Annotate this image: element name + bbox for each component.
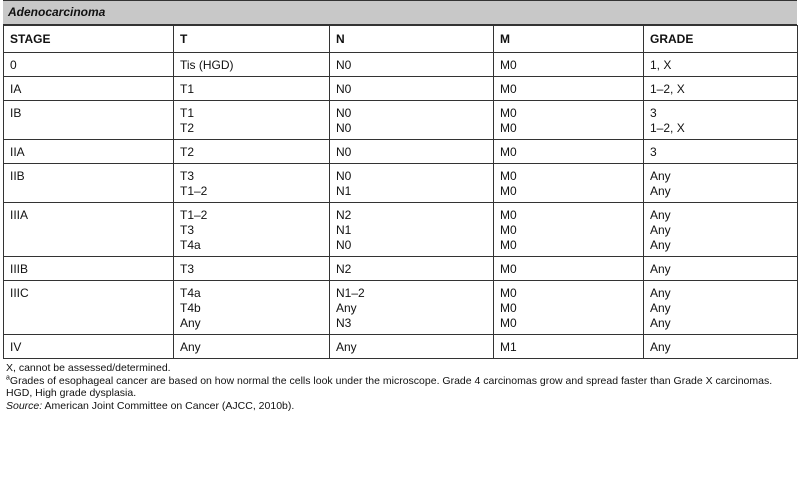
stage-cell: 0 (4, 53, 174, 77)
staging-table (3, 25, 798, 359)
table-row (4, 140, 798, 164)
note-source (6, 400, 797, 413)
table-row (4, 101, 798, 140)
header-n: N (330, 26, 494, 53)
t-cell (174, 203, 330, 257)
n-value: N0 (336, 106, 352, 120)
grade-value: 1, X (650, 58, 672, 72)
grade-value: Any (650, 316, 671, 330)
grade-cell (644, 101, 798, 140)
grade-cell (644, 281, 798, 335)
m-cell (494, 53, 644, 77)
m-value: M0 (500, 238, 517, 252)
m-value: M0 (500, 121, 517, 135)
m-cell (494, 281, 644, 335)
stage-cell: IIIC (4, 281, 174, 335)
stage-cell: IIA (4, 140, 174, 164)
grade-value: Any (650, 238, 671, 252)
grade-value: Any (650, 301, 671, 315)
n-value: N0 (336, 82, 352, 96)
grade-cell (644, 140, 798, 164)
n-cell (330, 53, 494, 77)
n-cell (330, 140, 494, 164)
m-cell (494, 203, 644, 257)
note-grade-text: Grades of esophageal cancer are based on how normal the cells look under the microscope. Grade 4 carcinomas grow and spread faster than Grade X carcinomas. (9, 374, 773, 387)
table-row (4, 53, 798, 77)
t-value: T3 (180, 262, 195, 276)
m-cell (494, 164, 644, 203)
t-cell (174, 77, 330, 101)
n-value: Any (336, 340, 357, 354)
t-value: T1 (180, 106, 195, 120)
table-row (4, 335, 798, 359)
t-value: T3 (180, 169, 195, 183)
t-cell (174, 164, 330, 203)
t-value: T4b (180, 301, 201, 315)
t-value: Tis (HGD) (180, 58, 234, 72)
m-value: M0 (500, 223, 517, 237)
grade-cell (644, 257, 798, 281)
m-value: M0 (500, 82, 517, 96)
t-value: Any (180, 316, 201, 330)
t-cell (174, 101, 330, 140)
stage-cell: IV (4, 335, 174, 359)
n-value: N2 (336, 262, 352, 276)
table-row (4, 164, 798, 203)
header-grade: GRADE (644, 26, 798, 53)
m-value: M1 (500, 340, 517, 354)
n-cell (330, 77, 494, 101)
header-t: T (174, 26, 330, 53)
m-cell (494, 101, 644, 140)
note-grade (6, 375, 797, 388)
grade-cell (644, 53, 798, 77)
n-value: N1 (336, 184, 352, 198)
m-value: M0 (500, 106, 517, 120)
m-value: M0 (500, 286, 517, 300)
t-cell (174, 140, 330, 164)
table-title: Adenocarcinoma (8, 5, 106, 19)
grade-value: 3 (650, 106, 657, 120)
grade-value: Any (650, 340, 671, 354)
grade-value: Any (650, 208, 671, 222)
grade-value: Any (650, 262, 671, 276)
m-value: M0 (500, 145, 517, 159)
t-value: T1–2 (180, 184, 208, 198)
t-value: T2 (180, 121, 195, 135)
table-notes (3, 362, 797, 412)
n-value: N0 (336, 121, 352, 135)
n-cell (330, 281, 494, 335)
table-row (4, 257, 798, 281)
header-row (4, 26, 798, 53)
stage-cell: IIB (4, 164, 174, 203)
m-value: M0 (500, 316, 517, 330)
footnote-marker: a (6, 374, 10, 381)
n-value: N1–2 (336, 286, 365, 300)
table-title-bar (3, 0, 797, 25)
grade-value: Any (650, 223, 671, 237)
stage-cell: IIIA (4, 203, 174, 257)
grade-cell (644, 164, 798, 203)
n-value: N0 (336, 238, 352, 252)
t-value: T2 (180, 145, 195, 159)
n-cell (330, 164, 494, 203)
table-body (4, 53, 798, 359)
t-value: T1 (180, 82, 195, 96)
stage-cell: IA (4, 77, 174, 101)
t-cell (174, 335, 330, 359)
table-row (4, 77, 798, 101)
grade-cell (644, 203, 798, 257)
header-stage: STAGE (4, 26, 174, 53)
m-value: M0 (500, 58, 517, 72)
n-value: Any (336, 301, 357, 315)
grade-value: Any (650, 184, 671, 198)
m-cell (494, 77, 644, 101)
grade-value: 3 (650, 145, 657, 159)
n-cell (330, 203, 494, 257)
source-text: American Joint Committee on Cancer (AJCC, 2010b). (44, 399, 295, 412)
m-value: M0 (500, 301, 517, 315)
t-value: T1–2 (180, 208, 208, 222)
m-cell (494, 335, 644, 359)
n-value: N1 (336, 223, 352, 237)
t-cell (174, 53, 330, 77)
t-value: T3 (180, 223, 195, 237)
grade-cell (644, 77, 798, 101)
note-x: X, cannot be assessed/determined. (6, 362, 171, 374)
stage-cell: IIIB (4, 257, 174, 281)
n-cell (330, 335, 494, 359)
m-value: M0 (500, 208, 517, 222)
t-cell (174, 257, 330, 281)
n-cell (330, 257, 494, 281)
n-value: N0 (336, 58, 352, 72)
table-row (4, 281, 798, 335)
grade-cell (644, 335, 798, 359)
staging-table-container (3, 0, 797, 412)
n-cell (330, 101, 494, 140)
n-value: N2 (336, 208, 352, 222)
grade-value: Any (650, 169, 671, 183)
table-row (4, 203, 798, 257)
m-cell (494, 257, 644, 281)
m-cell (494, 140, 644, 164)
grade-value: 1–2, X (650, 82, 685, 96)
grade-value: 1–2, X (650, 121, 685, 135)
m-value: M0 (500, 184, 517, 198)
t-value: Any (180, 340, 201, 354)
note-hgd: HGD, High grade dysplasia. (6, 387, 137, 399)
n-value: N3 (336, 316, 352, 330)
grade-value: Any (650, 286, 671, 300)
t-cell (174, 281, 330, 335)
t-value: T4a (180, 238, 201, 252)
t-value: T4a (180, 286, 201, 300)
m-value: M0 (500, 262, 517, 276)
m-value: M0 (500, 169, 517, 183)
stage-cell: IB (4, 101, 174, 140)
n-value: N0 (336, 169, 352, 183)
n-value: N0 (336, 145, 352, 159)
source-label: Source: (6, 399, 43, 412)
header-m: M (494, 26, 644, 53)
